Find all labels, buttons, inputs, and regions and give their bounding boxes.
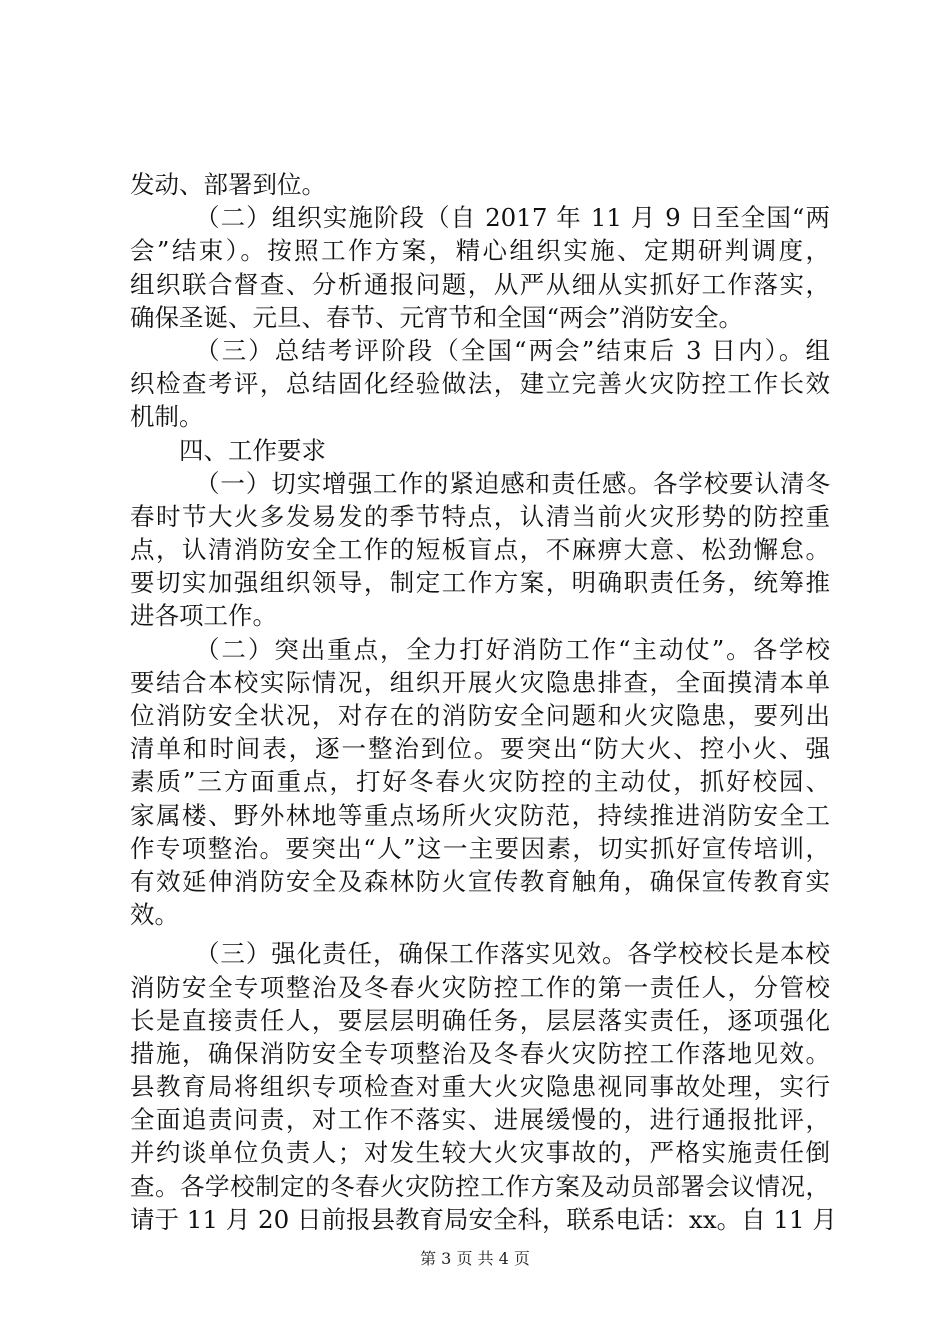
- text-line: 组织联合督查、分析通报问题，从严从细从实抓好工作落实，: [130, 269, 830, 299]
- text-line: 机制。: [130, 402, 204, 432]
- text-line: 消防安全专项整治及冬春火灾防控工作的第一责任人，分管校: [130, 972, 830, 1002]
- text-line: 织检查考评，总结固化经验做法，建立完善火灾防控工作长效: [130, 369, 830, 399]
- text-line: 要切实加强组织领导，制定工作方案，明确职责任务，统筹推: [130, 568, 830, 598]
- text-line: 并约谈单位负责人；对发生较大火灾事故的，严格实施责任倒: [130, 1138, 830, 1168]
- text-line: （二）突出重点，全力打好消防工作“主动仗”。各学校: [195, 634, 830, 664]
- page-footer: [0, 1246, 950, 1269]
- text-line: （三）总结考评阶段（全国“两会”结束后 3 日内）。组: [195, 335, 830, 365]
- text-line: （二）组织实施阶段（自 2017 年 11 月 9 日至全国“两: [195, 203, 830, 233]
- text-line: 请于 11 月 20 日前报县教育局安全科，联系电话：xx。自 11 月: [130, 1204, 837, 1234]
- text-line: 县教育局将组织专项检查对重大火灾隐患视同事故处理，实行: [130, 1072, 830, 1102]
- text-line: 家属楼、野外林地等重点场所火灾防范，持续推进消防安全工: [130, 800, 830, 830]
- text-line: 有效延伸消防安全及森林防火宣传教育触角，确保宣传教育实: [130, 866, 830, 896]
- text-line: 清单和时间表，逐一整治到位。要突出“防大火、控小火、强: [130, 734, 830, 764]
- text-line: 查。各学校制定的冬春火灾防控工作方案及动员部署会议情况，: [130, 1171, 830, 1201]
- text-line: 素质”三方面重点，打好冬春火灾防控的主动仗，抓好校园、: [130, 767, 830, 797]
- text-line: 春时节大火多发易发的季节特点，认清当前火灾形势的防控重: [130, 501, 830, 531]
- text-line: 点，认清消防安全工作的短板盲点，不麻痹大意、松劲懈怠。: [130, 535, 830, 565]
- text-line: 会”结束）。按照工作方案，精心组织实施、定期研判调度，: [130, 236, 830, 266]
- text-line: 发动、部署到位。: [130, 170, 326, 199]
- text-line: 位消防安全状况，对存在的消防安全问题和火灾隐患，要列出: [130, 701, 830, 730]
- text-line: 确保圣诞、元旦、春节、元宵节和全国“两会”消防安全。: [130, 302, 744, 332]
- text-line: 进各项工作。: [130, 601, 277, 631]
- text-line: 要结合本校实际情况，组织开展火灾隐患排查，全面摸清本单: [130, 667, 830, 697]
- text-line: 长是直接责任人，要层层明确任务，层层落实责任，逐项强化: [130, 1005, 830, 1035]
- text-line: （一）切实增强工作的紧迫感和责任感。各学校要认清冬: [195, 468, 830, 498]
- text-line: 作专项整治。要突出“人”这一主要因素，切实抓好宣传培训，: [130, 833, 830, 863]
- text-line: 措施，确保消防安全专项整治及冬春火灾防控工作落地见效。: [130, 1038, 830, 1068]
- text-line: 四、工作要求: [179, 435, 326, 465]
- text-line: （三）强化责任，确保工作落实见效。各学校校长是本校: [195, 939, 830, 969]
- page-number-label: 第 3 页 共 4 页: [420, 1249, 530, 1268]
- document-body: [130, 168, 837, 1236]
- text-line: 全面追责问责，对工作不落实、进展缓慢的，进行通报批评，: [130, 1105, 830, 1135]
- text-line: 效。: [130, 900, 179, 930]
